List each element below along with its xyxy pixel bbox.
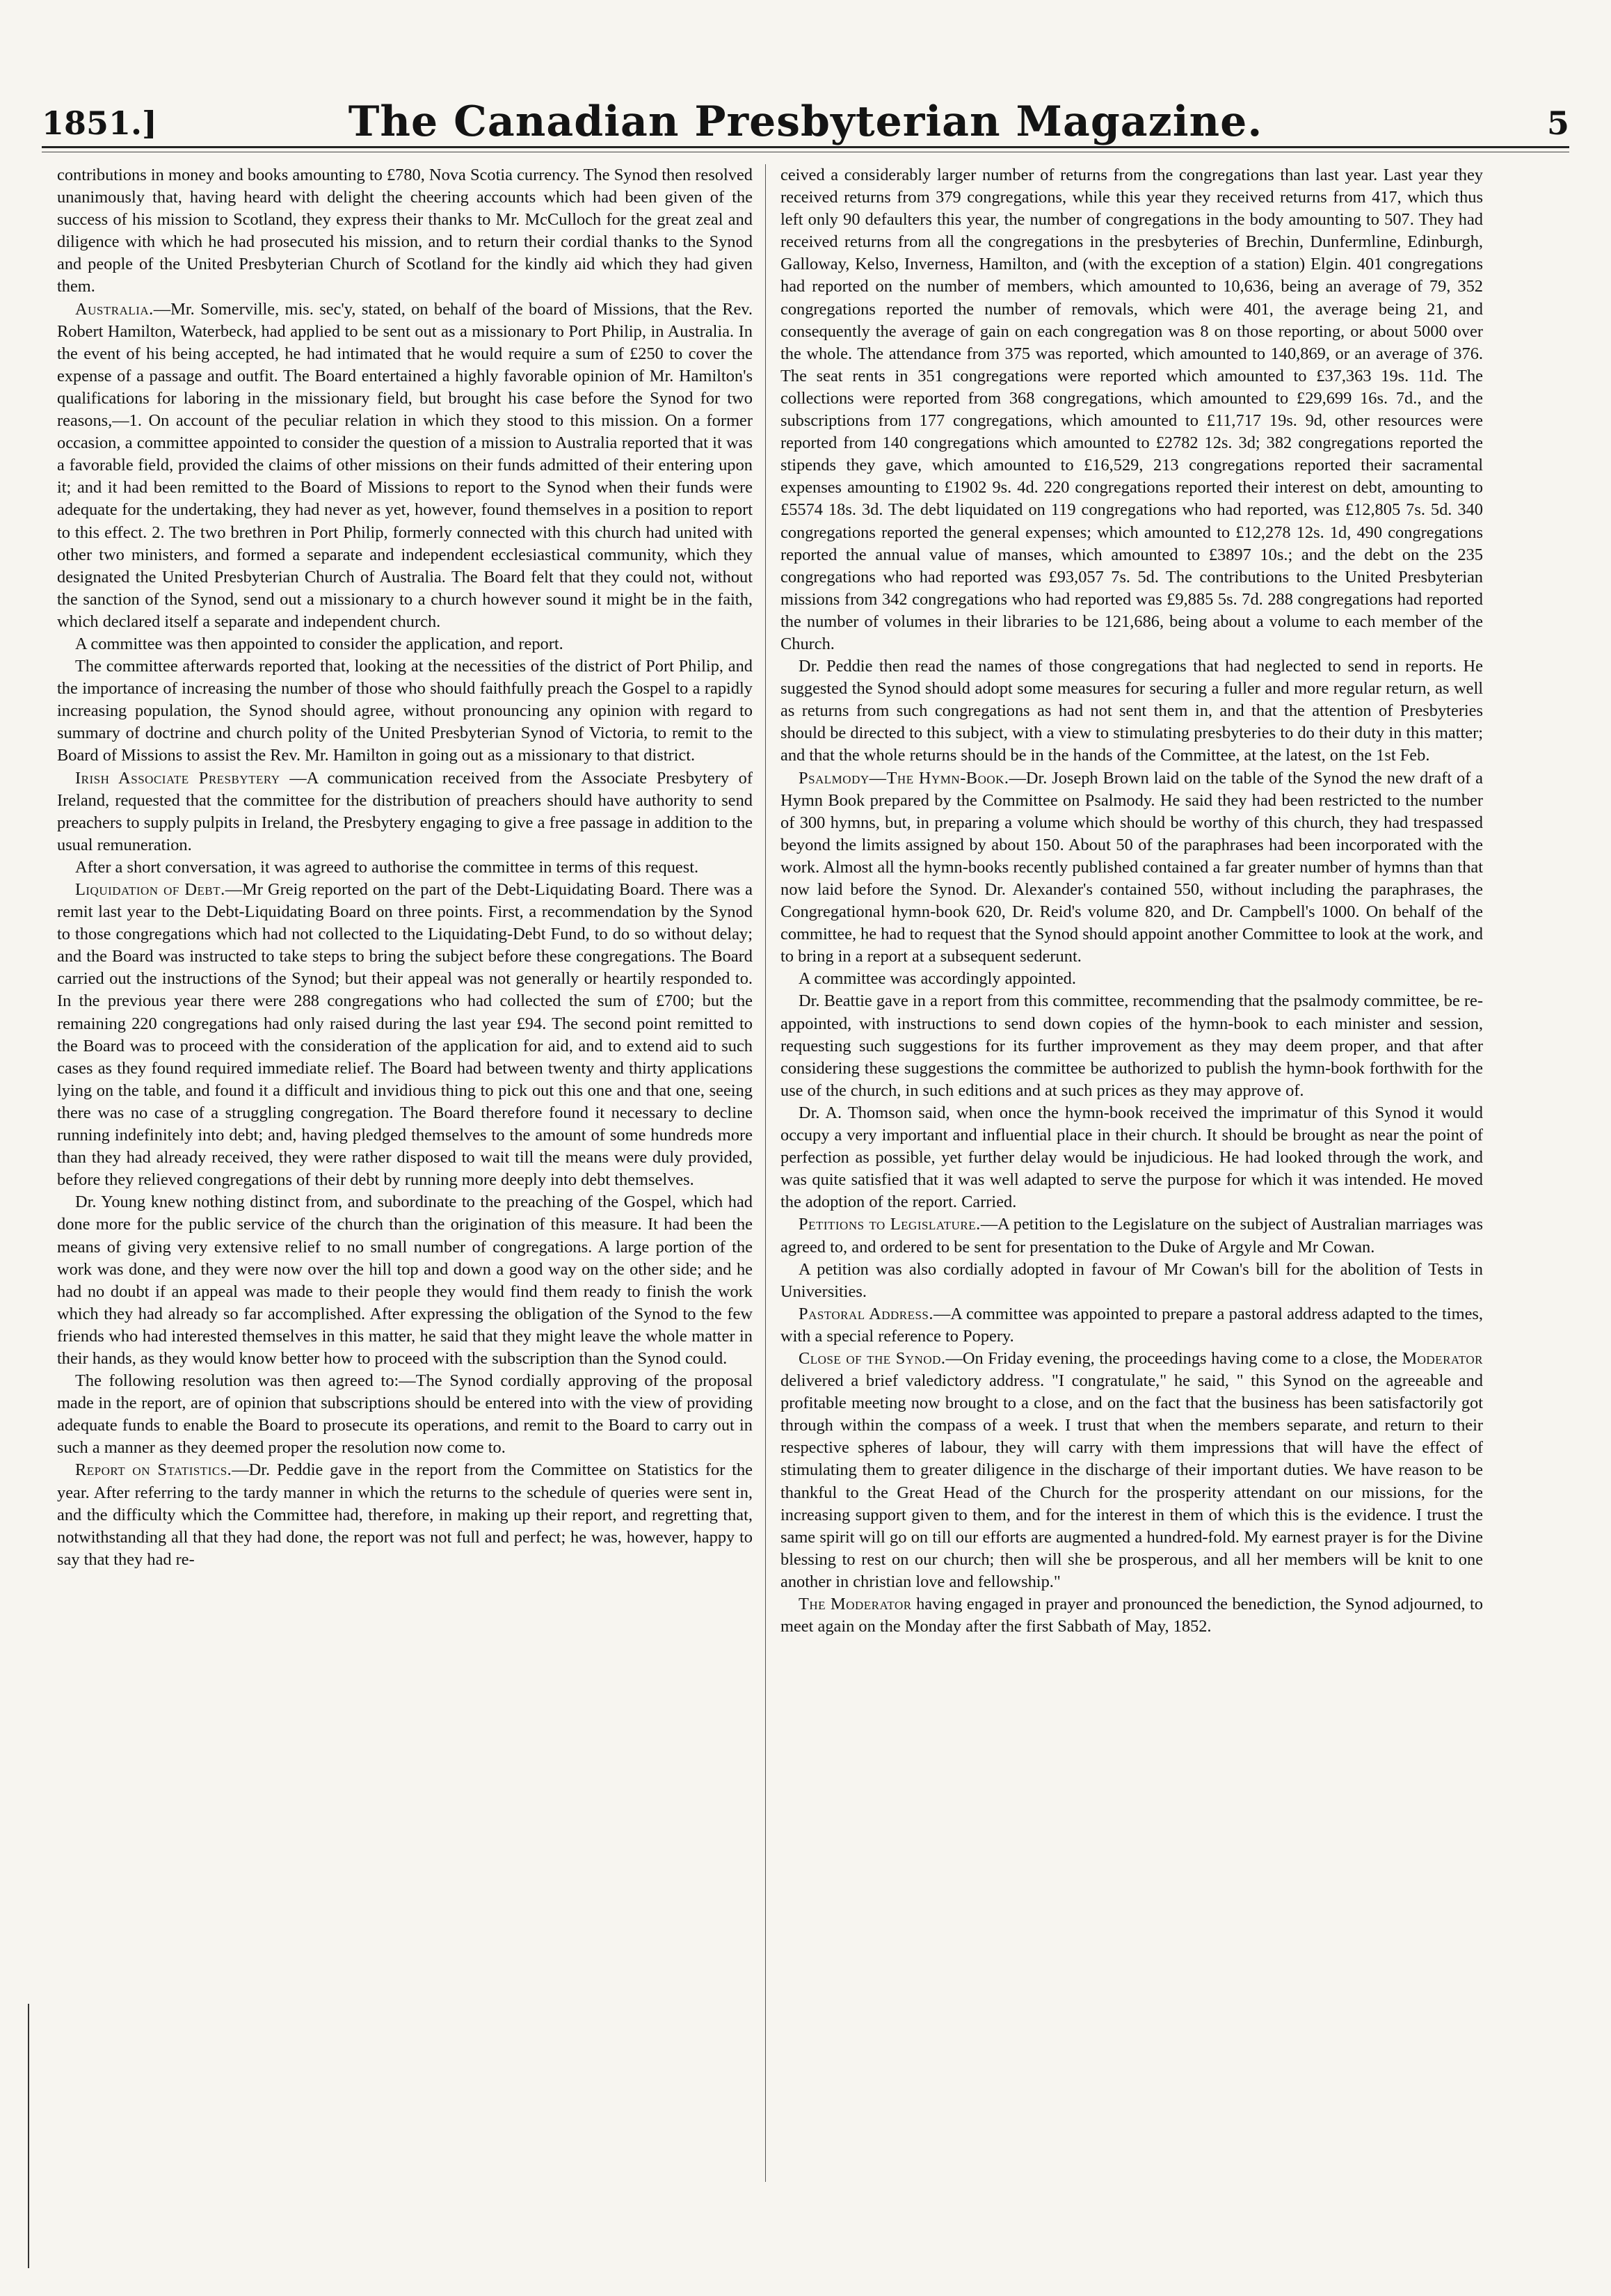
paragraph-text: —Dr. Joseph Brown laid on the table of the Synod the new draft of a Hymn Book prepared by the Committee on Psalmody. He said they had been restricted to the number of 300 hymns, but, in preparing a volume which should be worthy of this church, they had trespassed beyond the limits assigned by about 150. About 50 of the paraphrases had been incorporated with the work. Almost all the hymn-books recently published contained a far greater number of hymns than that now laid before the Synod. Dr. Alexander's contained 550, without including the paraphrases, the Congregational hymn-book 620, Dr. Reid's volume 820, and Dr. Campbell's 1000. On behalf of the committee, he had to request that the Synod should appoint another Committee to look at the work, and to bring in a report at a subsequent sederunt.: [780, 768, 1484, 966]
paragraph: A committee was accordingly appointed.: [799, 969, 1076, 989]
column-divider: [765, 164, 766, 2182]
paragraph: A committee was then appointed to consider the application, and report.: [75, 634, 563, 653]
header-year: 1851.]: [42, 104, 157, 142]
paragraph-text: —On Friday evening, the proceedings having come to a close, the: [945, 1348, 1402, 1368]
margin-mark: [28, 2004, 29, 2268]
paragraph: A petition was also cordially adopted in favour of Mr Cowan's bill for the abolition of Tests in Universities.: [780, 1259, 1483, 1301]
paragraph-text: delivered a brief valedictory address. "I congratulate," he said, " this Synod on the agreeable and profitable meeting now brought to a close, and on the fact that the business has been satisfactorily got through within the compass of a week. I trust that when the members separate, and return to their respective spheres of labour, they will carry with them impressions that will have the effect of stimulating them to greater diligence in the discharge of their important duties. We have reason to be thankful to the Great Head of the Church for the prosperity attendant on our missions, for the increasing support given to them, and for the interest in them of which this is the evidence. I trust the same spirit will go on till our efforts are augmented a hundred-fold. My earnest prayer is for the Divine blessing to rest on our church; then will she be prosperous, and all her members will be knit to one another in christian love and fellowship.": [780, 1371, 1483, 1591]
paragraph: Dr. Young knew nothing distinct from, and subordinate to the preaching of the Gospel, which had done more for the public service of the church than the origination of this measure. It had been the means of giving very extensive relief to no small number of congregations. A large portion of the work was done, and they were now over the hill top and down a good way on the other side; and he had no doubt if an appeal was made to their people they would find them ready to finish the work which they had already so far accomplished. After expressing the obligation of the Synod to the few friends who had interested themselves in this matter, he said that they might leave the whole matter in their hands, as they would know better how to proceed with the subscription than the Synod could.: [57, 1193, 753, 1368]
paragraph-text: —A communication received from the Associate Presbytery of Ireland, requested that the committee for the distribution of preachers should have authority to send preachers to supply pulpits in Ireland, the Presbytery engaging to give a free passage in addition to the usual remuneration.: [57, 768, 753, 854]
paragraph-australia: [57, 298, 753, 633]
section-heading: Australia.: [75, 299, 154, 319]
paragraph: ceived a considerably larger number of returns from the congregations than last year. Last year they received returns from 379 congregations, while this year they received returns from 417, which thus left only 90 defaulters this year, the number of congregations in the body amounting to 507. They had received returns from all the congregations in the presbyteries of Brechin, Dunfermline, Edinburgh, Galloway, Kelso, Inverness, Hamilton, and (with the exception of a station) Elgin. 401 congregations had reported on the number of members, which amounted to 10,636, being an average of 79, 352 congregations reported the number of removals, which were 401, the average being 21, and consequently the average of gain on each congregation was 8 on those reporting, or about 5000 over the whole. The attendance from 375 was reported, which amounted to 140,869, or an average of 376. The seat rents in 351 congregations were reported which amounted to £37,363 19s. 11d. The collections were reported from 368 congregations, which amounted to £29,699 16s. 7d., and the subscriptions from 177 congregations, which amounted to £11,717 19s. 9d, other resources were reported from 140 congregations which amounted to £2782 12s. 3d; 382 congregations reported the stipends they gave, which amounted to £16,529, 213 congregations reported their sacramental expenses amounting to £1902 9s. 4d. 220 congregations reported their interest on debt, amounting to £5574 18s. 3d. The debt liquidated on 119 congregations who had reported, was £12,805 7s. 5d. 340 congregations reported the general expenses; which amounted to £12,278 12s. 1d, 490 congregations reported the annual value of manses, which amounted to £3897 10s.; and the debt on the 235 congregations who had reported was £93,057 7s. 5d. The contributions to the United Presbyterian missions from 342 congregations who had reported was £9,885 5s. 7d. 288 congregations had reported the number of volumes in their libraries to be 121,686, being about a volume to each member of the Church.: [780, 166, 1483, 653]
paragraph-irish: [57, 767, 753, 856]
paragraph-text: —Mr Greig reported on the part of the Debt-Liquidating Board. There was a remit last year to the Debt-Liquidating Board on three points. First, a recommendation by the Synod to those congregations which had not collected to the Liquidating-Debt Fund, to do so without delay; and the Board was instructed to take steps to bring the subject before these congregations. The Board carried out the instructions of the Synod; but their appeal was not generally or heartily responded to. In the previous year there were 288 congregations who had collected the sum of £700; but the remaining 220 congregations had only raised during the last year £94. The second point remitted to the Board was to proceed with the consideration of the application for aid, and to extend aid to such cases as they found required immediate relief. The Board had between twenty and thirty applications lying on the table, and found it a difficult and invidious thing to pick out this one and that one, seeing there was no case of a struggling congregation. The Board therefore found it necessary to decline running indefinitely into debt; and, having pledged themselves to the amount of some hundreds more than they had already received, they were rather disposed to wait till the means were duly provided, before they relieved congregations of their debt by running more deeply into debt themselves.: [57, 880, 753, 1190]
left-column: [57, 164, 753, 1571]
section-heading: Psalmody—The Hymn-Book.: [799, 768, 1009, 788]
paragraph-statistics: [57, 1459, 753, 1570]
paragraph: Dr. Beattie gave in a report from this committee, recommending that the psalmody committee, be re-appointed, with instructions to send down copies of the hymn-book to each minister and session, requesting such suggestions for its further improvement as they may deem proper, and that after considering these suggestions the committee be authorized to publish the hymn-book forthwith for the use of the church, in such editions and at such prices as they may approve of.: [780, 991, 1483, 1100]
moderator-label: Moderator: [1402, 1348, 1483, 1368]
page-number: 5: [1546, 104, 1569, 142]
section-heading: Petitions to Legislature.: [799, 1215, 981, 1234]
section-heading: Pastoral Address.: [799, 1304, 933, 1323]
paragraph: After a short conversation, it was agreed to authorise the committee in terms of this request.: [75, 857, 699, 877]
paragraph-text: having engaged in prayer and pronounced the benediction, the Synod adjourned, to meet again on the Monday after the first Sabbath of May, 1852.: [780, 1595, 1483, 1636]
paragraph-petitions: [780, 1213, 1483, 1258]
paragraph: contributions in money and books amounting to £780, Nova Scotia currency. The Synod then resolved unanimously that, having heard with delight the cheering accounts which had been given of the success of his mission to Scotland, they express their thanks to Mr. McCulloch for the great zeal and diligence with which he had prosecuted his mission, and to return their cordial thanks to the Synod and people of the United Presbyterian Church of Scotland for the kindly aid which they had given them.: [57, 166, 753, 296]
paragraph-psalmody: [780, 767, 1483, 968]
section-heading: Irish Associate Presbytery: [75, 768, 280, 788]
paragraph: Dr. Peddie then read the names of those congregations that had neglected to send in reports. He suggested the Synod should adopt some measures for securing a fuller and more regular return, as well as returns from such congregations as had not sent them in, and that the attention of Presbyteries should be directed to this subject, with a view to stimulating presbyteries to do their duty in this matter; and that the whole returns should be in the hands of the Committee, at the latest, on the 1st Feb.: [780, 657, 1483, 765]
paragraph-close: [780, 1348, 1483, 1593]
section-heading: Close of the Synod.: [799, 1348, 946, 1368]
paragraph-text: —Dr. Peddie gave in the report from the Committee on Statistics for the year. After referring to the tardy manner in which the returns to the schedule of queries were sent in, and the difficulty which the Committee had, therefore, in making up their report, and regretting that, notwithstanding all that they had done, the report was not full and perfect; he was, however, happy to say that they had re-: [57, 1460, 753, 1569]
paragraph: The following resolution was then agreed to:—The Synod cordially approving of the proposal made in the report, are of opinion that subscriptions should be entered into with the view of providing adequate funds to enable the Board to prosecute its operations, and remit to the Board to carry out in such a manner as they deemed proper the resolution now come to.: [57, 1371, 753, 1458]
paragraph-debt: [57, 879, 753, 1191]
paragraph-text: —Mr. Somerville, mis. sec'y, stated, on behalf of the board of Missions, that the Rev. Robert Hamilton, Waterbeck, had applied to be sent out as a missionary to Port Philip, in Australia. In the event of his being accepted, he had intimated that he would require a sum of £250 to cover the expense of a passage and outfit. The Board entertained a highly favorable opinion of Mr. Hamilton's qualifications for laboring in the missionary field, but brought his case before the Synod for two reasons,—1. On account of the peculiar relation in which they stood to this mission. On a former occasion, a committee appointed to consider the question of a mission to Australia reported that it was a favorable field, provided the claims of other missions on their funds admitted of their entering upon it; and it had been remitted to the Board of Missions to report to the Synod when their funds were adequate for the undertaking, they had never as yet, however, found themselves in a position to report to this effect. 2. The two brethren in Port Philip, formerly connected with this church had united with other two ministers, and formed a separate and independent ecclesiastical community, which they designated the United Presbyterian Church of Australia. The Board felt that they could not, without the sanction of the Synod, send out a missionary to a church however sound it might be in the faith, which declared itself a separate and independent church.: [57, 299, 753, 631]
section-heading: Report on Statistics.: [75, 1460, 232, 1480]
paragraph-text: —A committee was appointed to prepare a pastoral address adapted to the times, with a special reference to Popery.: [780, 1304, 1483, 1346]
header-rule: [42, 146, 1569, 148]
paragraph-text: —A petition to the Legislature on the subject of Australian marriages was agreed to, and ordered to be sent for presentation to the Duke of Argyle and Mr Cowan.: [780, 1215, 1483, 1257]
magazine-title: The Canadian Presbyterian Magazine.: [348, 97, 1263, 146]
right-column: [780, 164, 1483, 1638]
paragraph-pastoral: [780, 1303, 1483, 1348]
page-header: [42, 97, 1569, 167]
moderator-label: The Moderator: [799, 1595, 912, 1613]
section-heading: Liquidation of Debt.: [75, 880, 225, 899]
paragraph: Dr. A. Thomson said, when once the hymn-book received the imprimatur of this Synod it would occupy a very important and influential place in their church. It should be brought as near the point of perfection as possible, yet further delay would be injudicious. He had looked through the work, and was quite satisfied that it was well adapted to serve the purpose for which it was intended. He moved the adoption of the report. Carried.: [780, 1103, 1483, 1212]
paragraph-final: [780, 1593, 1483, 1638]
paragraph: The committee afterwards reported that, looking at the necessities of the district of Port Philip, and the importance of increasing the number of those who should faithfully preach the Gospel to a rapidly increasing population, the Synod should agree, without pronouncing any opinion with regard to summary of doctrine and church polity of the United Presbyterian Synod of Victoria, to remit to the Board of Missions to assist the Rev. Mr. Hamilton in going out as a missionary to that district.: [57, 657, 753, 765]
